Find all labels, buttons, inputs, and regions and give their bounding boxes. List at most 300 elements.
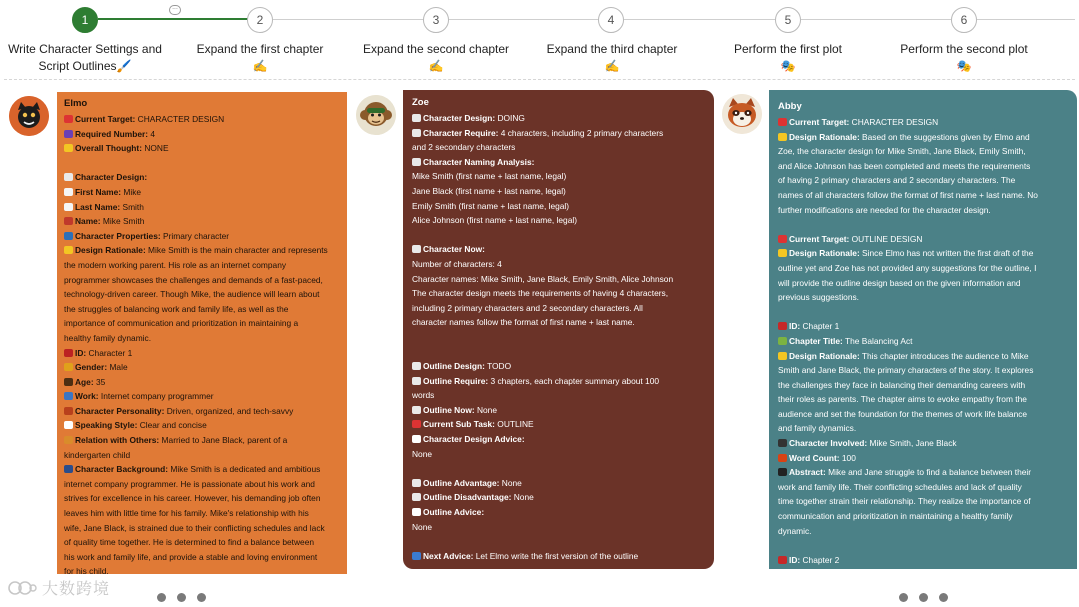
field-label: Outline Advantage: — [423, 477, 500, 488]
field-value: NONE — [142, 143, 169, 154]
step-1-title: Write Character Settings and — [8, 42, 162, 56]
monkey-avatar-icon — [356, 95, 396, 135]
right-carousel-dots — [899, 593, 948, 602]
step-5-circle[interactable]: 5 — [775, 7, 801, 33]
age-icon — [64, 378, 73, 386]
field-label: Design Rationale: — [789, 350, 860, 361]
zoe-avatar[interactable] — [356, 95, 396, 135]
field-label: Chapter Title: — [789, 335, 843, 346]
message-line — [412, 374, 706, 389]
field-value: kindergarten child — [64, 449, 131, 460]
stepper-track-line — [273, 19, 423, 20]
field-value: and 2 secondary characters — [412, 142, 516, 153]
chart-icon — [412, 406, 421, 414]
field-label: Required Number: — [75, 128, 149, 139]
pen-icon: ✍️ — [252, 59, 268, 73]
field-value: Mike — [121, 186, 142, 197]
step-2-title: Expand the first chapter — [196, 42, 324, 56]
target-icon — [64, 115, 73, 123]
speech-icon — [64, 421, 73, 429]
message-line — [412, 213, 706, 228]
field-label: Relation with Others: — [75, 435, 160, 446]
message-line — [412, 403, 706, 418]
field-value: for his child. — [64, 566, 109, 574]
message-line — [64, 112, 339, 127]
field-value: Mike Smith — [100, 216, 145, 227]
message-line — [778, 378, 1069, 393]
message-line — [64, 506, 339, 521]
line-spacer — [412, 534, 706, 549]
field-value: time together strain their relationship. They realize the importance of — [778, 496, 1031, 507]
field-value: words — [412, 390, 435, 401]
chart-icon — [412, 377, 421, 385]
field-value: of having 2 primary characters and 2 secondary characters. The — [778, 175, 1016, 186]
field-value: Zoe, the character design for Mike Smith, Jane Black, Emily Smith, — [778, 146, 1026, 157]
watermark-text: 大数跨境 — [42, 579, 111, 598]
message-line — [64, 346, 339, 361]
carousel-dot[interactable] — [919, 593, 928, 602]
message-line — [64, 535, 339, 550]
abby-message-panel — [769, 90, 1077, 569]
message-line — [64, 185, 339, 200]
field-value: and Alice Johnson has been completed and meets the requirements — [778, 160, 1031, 171]
message-line — [778, 436, 1069, 451]
field-value: character names follow the format of first name + last name. — [412, 317, 635, 328]
field-value: 4 — [148, 128, 156, 139]
circle-icon — [64, 203, 73, 211]
message-line — [412, 447, 706, 462]
left-carousel-dots — [157, 593, 206, 602]
field-value: communication and prioritization in maintaining a healthy family — [778, 511, 1013, 522]
message-line — [778, 159, 1069, 174]
field-label: Word Count: — [789, 452, 840, 463]
thinking-icon — [778, 352, 787, 360]
step-5-label[interactable] — [703, 41, 873, 75]
field-value: None — [412, 448, 433, 459]
message-line — [778, 246, 1069, 261]
carousel-dot[interactable] — [939, 593, 948, 602]
field-label: Next Advice: — [423, 550, 474, 561]
field-value: None — [511, 492, 534, 503]
field-value: None — [474, 404, 497, 415]
stepper-track-line — [801, 19, 951, 20]
carousel-dot[interactable] — [177, 593, 186, 602]
line-spacer — [412, 461, 706, 476]
message-line — [778, 232, 1069, 247]
stepper-track-line — [449, 19, 599, 20]
field-value: Mike Smith, Jane Black — [867, 438, 957, 449]
field-label: Outline Require: — [423, 375, 489, 386]
field-label: Current Target: — [789, 117, 850, 127]
message-line — [778, 349, 1069, 364]
family-icon — [64, 436, 73, 444]
message-line — [64, 477, 339, 492]
field-value: Mike Smith is a dedicated and ambitious — [168, 464, 321, 475]
message-line — [778, 173, 1069, 188]
step-2-circle[interactable]: 2 — [247, 7, 273, 33]
speech-icon — [412, 508, 421, 516]
field-value: Smith — [120, 201, 144, 212]
field-value: importance of communication and prioritization in maintaining a — [64, 318, 299, 329]
thinking-icon — [778, 133, 787, 141]
circle-icon — [64, 188, 73, 196]
field-label: Character Properties: — [75, 230, 161, 241]
message-line — [64, 243, 339, 258]
field-value: the struggles of balancing work and family life, as well as the — [64, 303, 289, 314]
field-label: Last Name: — [75, 201, 121, 212]
field-value: 100 — [839, 452, 856, 463]
progress-stepper — [0, 0, 1079, 80]
step-4-title: Expand the third chapter — [546, 42, 678, 56]
message-line — [64, 273, 339, 288]
step-4-label[interactable] — [527, 41, 697, 75]
field-label: Design Rationale: — [789, 131, 860, 142]
line-spacer — [64, 156, 339, 171]
field-label: Work: — [75, 391, 99, 402]
message-line — [778, 276, 1069, 291]
message-line — [412, 257, 706, 272]
carousel-dot[interactable] — [899, 593, 908, 602]
target-icon — [778, 118, 787, 126]
field-label: First Name: — [75, 186, 122, 197]
field-value: and family dynamics. — [778, 423, 857, 434]
message-line — [412, 199, 706, 214]
field-label: Outline Now: — [423, 404, 475, 415]
hashtag-icon — [64, 130, 73, 138]
field-value: Let Elmo write the first version of the outline — [473, 550, 639, 561]
work-icon — [64, 392, 73, 400]
field-value: further modifications are needed for the character design. — [778, 204, 991, 215]
field-label: Outline Disadvantage: — [423, 492, 512, 503]
field-value: Chapter 2 — [800, 554, 840, 565]
message-line — [64, 433, 339, 448]
step-1-label[interactable] — [0, 41, 170, 75]
chart-icon — [412, 493, 421, 501]
line-spacer — [778, 538, 1069, 553]
pen-icon: ✍️ — [604, 59, 620, 73]
step-3-circle[interactable]: 3 — [423, 7, 449, 33]
watermark-logo-icon — [8, 579, 38, 597]
message-line — [778, 261, 1069, 276]
comment-bubble-icon[interactable]: ··· — [169, 5, 181, 15]
field-value: None — [499, 477, 522, 488]
field-value: Primary character — [160, 230, 230, 241]
field-label: Outline Design: — [423, 361, 485, 372]
message-line — [412, 155, 706, 170]
field-value: strives for excellence in his career. However, his demanding job often — [64, 493, 321, 504]
message-line — [412, 272, 706, 287]
message-line — [64, 462, 339, 477]
abby-avatar[interactable] — [722, 94, 762, 134]
message-line — [64, 404, 339, 419]
field-value: This chapter introduces the audience to Mike — [859, 350, 1029, 361]
arrow-right-icon — [412, 552, 421, 560]
field-label: Age: — [75, 376, 94, 387]
message-line — [412, 286, 706, 301]
field-value: 3 chapters, each chapter summary about 100 — [488, 375, 660, 386]
chart-icon — [412, 245, 421, 253]
step-3-label[interactable] — [351, 41, 521, 75]
field-value: outline yet and Zoe has not provided any suggestions for the outline, I — [778, 262, 1037, 273]
field-value: DOING — [495, 113, 525, 123]
field-label: Character Require: — [423, 127, 499, 138]
field-value: of quality time together. He is determined to find a balance between — [64, 537, 315, 548]
message-line — [64, 448, 339, 463]
apple-icon — [778, 322, 787, 330]
message-line — [64, 360, 339, 375]
field-label: Name: — [75, 216, 101, 227]
message-line — [778, 334, 1069, 349]
message-line — [64, 229, 339, 244]
message-line — [64, 302, 339, 317]
line-spacer — [412, 330, 706, 345]
field-value: previous suggestions. — [778, 292, 860, 303]
step-1-circle[interactable]: 1 — [72, 7, 98, 33]
message-line — [412, 505, 706, 520]
step-6-circle[interactable]: 6 — [951, 7, 977, 33]
gender-icon — [64, 363, 73, 371]
chart-icon — [412, 362, 421, 370]
field-label: Character Design: — [423, 113, 496, 123]
chart-icon — [412, 129, 421, 137]
message-line — [64, 214, 339, 229]
field-label: Outline Advice: — [423, 507, 485, 518]
field-value: Character 1 — [86, 347, 133, 358]
message-line — [412, 184, 706, 199]
chart-icon — [412, 158, 421, 166]
field-value: Driven, organized, and tech-savvy — [164, 405, 294, 416]
field-value: Emily Smith (first name + last name, legal) — [412, 200, 570, 211]
id-icon — [64, 349, 73, 357]
field-label: ID: — [789, 321, 801, 332]
step-6-label[interactable] — [879, 41, 1049, 75]
field-value: will provide the outline design based on the given information and — [778, 277, 1021, 288]
field-value: wife, Jane Black, is strained due to their conflicting schedules and lack — [64, 522, 325, 533]
message-line — [778, 130, 1069, 145]
message-line — [778, 553, 1069, 568]
chart-icon — [412, 114, 421, 122]
thinking-icon — [64, 144, 73, 152]
field-value: Clear and concise — [137, 420, 207, 431]
theater-icon: 🎭 — [956, 59, 972, 73]
field-label: ID: — [75, 347, 87, 358]
field-value: 4 characters, including 2 primary characters — [498, 127, 664, 138]
field-value: CHARACTER DESIGN — [135, 114, 225, 124]
step-6-title: Perform the second plot — [900, 42, 1028, 56]
message-line — [412, 520, 706, 535]
field-label: Current Target: — [789, 233, 850, 244]
message-line — [778, 465, 1069, 480]
field-value: work and family life. Their conflicting schedules and lack of quality — [778, 481, 1022, 492]
field-label: Character Design Advice: — [423, 434, 525, 445]
stepper-track-line — [977, 19, 1075, 20]
header-divider — [4, 79, 1075, 80]
field-value: Alice Johnson (first name + last name, legal) — [412, 215, 578, 226]
field-value: Married to Jane Black, parent of a — [159, 435, 288, 446]
book-icon — [64, 465, 73, 473]
carousel-dot[interactable] — [157, 593, 166, 602]
field-label: Current Sub Task: — [423, 419, 495, 430]
fierce-cat-avatar-icon — [9, 96, 49, 136]
field-value: Smith and Jane Black, the primary characters of the story. It explores — [778, 365, 1034, 376]
message-line — [778, 480, 1069, 495]
field-value: Number of characters: 4 — [412, 258, 502, 269]
message-line — [412, 126, 706, 141]
message-line — [778, 451, 1069, 466]
field-label: Gender: — [75, 362, 108, 373]
message-line — [778, 290, 1069, 305]
agent-name: Elmo — [64, 98, 88, 109]
elmo-message-panel — [57, 92, 347, 574]
message-line — [778, 494, 1069, 509]
message-line — [412, 315, 706, 330]
field-value: Internet company programmer — [98, 391, 214, 402]
field-label: Character Design: — [75, 172, 148, 183]
message-line — [64, 418, 339, 433]
field-value: Mike and Jane struggle to find a balance between their — [825, 467, 1032, 478]
message-line — [64, 521, 339, 536]
thinking-icon — [64, 246, 73, 254]
field-value: OUTLINE — [494, 419, 534, 430]
field-value: Chapter 1 — [800, 321, 840, 332]
field-value: leaves him with little time for his family. Mike's relationship with his — [64, 508, 309, 519]
pen-icon: ✍️ — [428, 59, 444, 73]
line-spacer — [412, 345, 706, 360]
theater-icon: 🎭 — [780, 59, 796, 73]
field-value: Character names: Mike Smith, Jane Black, Emily Smith, Alice Johnson — [412, 273, 674, 284]
step-2-label[interactable] — [175, 41, 345, 75]
message-line — [778, 392, 1069, 407]
field-label: Speaking Style: — [75, 420, 138, 431]
message-line — [778, 115, 1069, 130]
message-line — [778, 188, 1069, 203]
stepper-track-line — [624, 19, 776, 20]
field-value: names of all characters follow the format of first name + last name. No — [778, 189, 1038, 200]
message-line — [64, 287, 339, 302]
message-line — [778, 509, 1069, 524]
field-label: Character Naming Analysis: — [423, 156, 535, 167]
chart-icon — [412, 479, 421, 487]
step-5-title: Perform the first plot — [733, 42, 843, 56]
field-label: Design Rationale: — [75, 245, 146, 256]
field-label: Character Personality: — [75, 405, 165, 416]
field-value: programmer showcases the challenges and demands of a fast-paced, — [64, 274, 323, 285]
field-value: Jane Black (first name + last name, legal) — [412, 185, 566, 196]
field-value: Male — [107, 362, 128, 373]
field-value: TODO — [484, 361, 512, 372]
speech-icon — [412, 435, 421, 443]
target-icon — [412, 420, 421, 428]
message-line — [64, 564, 339, 574]
red-panda-avatar-icon — [722, 94, 762, 134]
agent-name: Abby — [778, 101, 802, 112]
message-line — [412, 242, 706, 257]
message-line — [412, 388, 706, 403]
field-value: Mike Smith (first name + last name, legal) — [412, 171, 567, 182]
message-line — [64, 550, 339, 565]
message-line — [64, 491, 339, 506]
line-spacer — [778, 305, 1069, 320]
field-value: including 2 primary characters and 2 secondary characters. All — [412, 302, 643, 313]
field-label: ID: — [789, 554, 801, 565]
message-line — [412, 476, 706, 491]
field-value: Since Elmo has not written the first draft of the — [859, 248, 1034, 259]
message-line — [412, 169, 706, 184]
line-spacer — [412, 228, 706, 243]
message-line — [64, 375, 339, 390]
message-line — [64, 141, 339, 156]
field-value: 35 — [93, 376, 106, 387]
message-line — [778, 421, 1069, 436]
stepper-progress-line — [98, 18, 248, 20]
step-4-circle[interactable]: 4 — [598, 7, 624, 33]
target-icon — [778, 235, 787, 243]
message-line — [412, 111, 706, 126]
message-line — [64, 316, 339, 331]
name-badge-icon — [64, 217, 73, 225]
personality-icon — [64, 407, 73, 415]
field-label: Design Rationale: — [789, 248, 860, 259]
message-line — [64, 170, 339, 185]
field-label: Character Now: — [423, 244, 485, 255]
field-value: their roles as parents. The chapter aims to evoke empathy from the — [778, 394, 1027, 405]
field-value: Based on the suggestions given by Elmo and — [859, 131, 1030, 142]
message-line — [412, 432, 706, 447]
step-3-title: Expand the second chapter — [362, 42, 510, 56]
elmo-avatar[interactable] — [9, 96, 49, 136]
field-value: healthy family dynamic. — [64, 332, 152, 343]
field-value: the modern working parent. His role as an internet company — [64, 259, 287, 270]
zoe-message-panel — [403, 90, 714, 569]
message-line — [778, 407, 1069, 422]
line-spacer — [778, 217, 1069, 232]
field-value: audience and set the foundation for the themes of work life balance — [778, 408, 1028, 419]
field-label: Current Target: — [75, 114, 136, 124]
field-value: OUTLINE DESIGN — [849, 233, 923, 244]
field-label: Character Involved: — [789, 438, 868, 449]
field-value: his work and family life, and provide a stable and loving environment — [64, 551, 318, 562]
apple-icon — [778, 556, 787, 564]
message-line — [64, 258, 339, 273]
field-value: CHARACTER DESIGN — [849, 117, 939, 127]
agent-name: Zoe — [412, 97, 429, 108]
field-value: The character design meets the requirements of having 4 characters, — [412, 288, 669, 299]
thinking-icon — [778, 249, 787, 257]
message-line — [778, 363, 1069, 378]
message-line — [64, 200, 339, 215]
field-value: dynamic. — [778, 525, 812, 536]
message-line — [778, 203, 1069, 218]
field-value: technology-driven career. Though Mike, the audience will learn about — [64, 289, 320, 300]
message-line — [778, 144, 1069, 159]
message-line — [412, 359, 706, 374]
message-line — [412, 490, 706, 505]
field-label: Character Background: — [75, 464, 169, 475]
message-line — [64, 389, 339, 404]
message-line — [412, 140, 706, 155]
people-icon — [778, 439, 787, 447]
field-value: the challenges they face in balancing their demanding careers with — [778, 379, 1026, 390]
carousel-dot[interactable] — [197, 593, 206, 602]
chart-icon — [64, 173, 73, 181]
message-line — [778, 524, 1069, 539]
message-line — [412, 417, 706, 432]
field-label: Abstract: — [789, 467, 826, 478]
character-icon — [64, 232, 73, 240]
counter-icon — [778, 454, 787, 462]
watermark — [8, 576, 110, 599]
sparkle-icon — [778, 337, 787, 345]
